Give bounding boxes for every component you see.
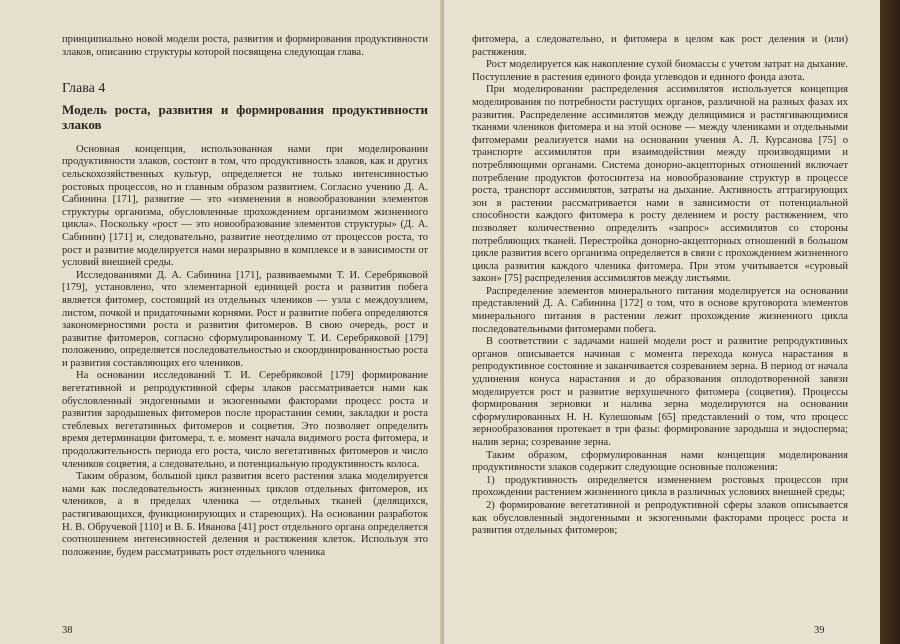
page-number: 39 xyxy=(814,625,825,636)
chapter-number: Глава 4 xyxy=(62,81,106,97)
paragraph: Основная концепция, использованная нами при моделировании продуктивности злаков, состоит в том, что продуктивность злаков, как и других сельскохозяйственных культур, определяется не только интенсивностью ростовых процессов, но и главным образом развитием. Согласно учению Д. А. Сабинина [171], развитие — это «изменения в новообразовании элементов структуры организма, обусловленные прохождением организмом жизненного цикла». Поскольку «рост — это новообразование элементов структуры» (Д. А. Сабинин) [171] и, следовательно, развитие неотделимо от процессов роста, то рост и развитие моделируется нами неразрывно в комплексе и в зависимости от условий внешней среды. xyxy=(62,143,428,269)
paragraph: Рост моделируется как накопление сухой биомассы с учетом затрат на дыхание. Поступление в растения единого фонда углеводов и единого фонда азота. xyxy=(472,59,848,83)
left-page xyxy=(0,0,444,644)
paragraph: При моделировании распределения ассимилятов используется концепция моделирования по потребности растущих органов, различной на разных фазах их развития. Распределение ассимилятов между делящимися и растягивающимися тканями члеников фитомера и на этой основе — между члениками и отдельными фитомерами реализуется нами на основании учения А. Л. Курсанова [75] о транспорте ассимилятов при взаимодействии между производящими и потребляющими органами. Система донорно-акцепторных отношений включает потребление продуктов фотосинтеза на новообразование структур в процессе роста, транспорт ассимилятов, затраты на дыхание. Активность аттрагирующих зон в растении рассматривается нами в зависимости от потенциальной способности каждого фитомера к росту делением и росту растяжением, что позволяет количественно определить «запрос» ассимилятов со стороны потребляющих тканей. Перестройка донорно-акцепторных отношений в большом цикле развития всего организма определяется в связи с прохождением жизненного цикла развития каждого членика фитомера. При этом учитывается «суровый закон» [75] распределения ассимилятов между листьями. xyxy=(472,84,848,285)
right-page xyxy=(444,0,880,644)
paragraph: На основании исследований Т. И. Серебряковой [179] формирование вегетативной и репродуктивной сферы злаков рассматривается нами как обусловленный эндогенными и экзогенными факторами процесс роста и развития зародышевых фитомеров после прорастания семян, закладки и роста стеблевых вегетативных фитомеров и соцветия. Это позволяет определить время детерминации фитомера, т. е. момент начала видимого роста фитомера, и продолжительность периода его роста, число вегетативных фитомеров и число члеников соцветия, а следовательно, и потенциальную продуктивность колоса. xyxy=(62,370,428,470)
paragraph: Распределение элементов минерального питания моделируется на основании представлений Д. А. Сабинина [172] о том, что в основе круговорота элементов минерального питания в растении лежит прохождение жизненного цикла последовательными фитомерами побега. xyxy=(472,285,848,335)
chapter-title: Модель роста, развития и формирования продуктивности злаков xyxy=(62,101,428,132)
left-page-text xyxy=(62,34,428,559)
paragraph: В соответствии с задачами нашей модели рост и развитие репродуктивных органов описывается начиная с момента перехода конуса нарастания в репродуктивное состояние и заканчивается созреванием зерна. В период от начала удлинения конуса нарастания и до образования оплодотворенной завязи моделируется рост и развитие верхушечного фитомера (соцветия). Процессы формирования зерновки и налива зерна моделируются на основании сформулированных Н. Н. Кулешовым [65] представлений о том, что процесс зернообразования протекает в три фазы: формирование зародыша и эндосперма; налив зерна; созревание зерна. xyxy=(472,336,848,448)
paragraph: Таким образом, сформулированная нами концепция моделирования продуктивности злаков содержит следующие основные положения: xyxy=(472,449,848,474)
list-item: 2) формирование вегетативной и репродуктивной сферы злаков описывается как обусловленный эндогенными и экзогенными факторами процесс роста и развития отдельных фитомеров; xyxy=(472,499,848,537)
list-item: 1) продуктивность определяется изменением ростовых процессов при прохождении растением жизненного цикла в различных условиях внешней среды; xyxy=(472,474,848,499)
book-cover-edge xyxy=(880,0,900,644)
paragraph: фитомера, а следовательно, и фитомера в целом как рост деления и (или) растяжения. xyxy=(472,34,848,58)
right-page-text xyxy=(472,34,848,538)
intro-paragraph: принципиально новой модели роста, развития и формирования продуктивности злаков, описанию структуры которой посвящена следующая глава. xyxy=(62,34,428,58)
paragraph: Исследованиями Д. А. Сабинина [171], развиваемыми Т. И. Серебряковой [179], установлено, что элементарной единицей роста и развития побега является фитомер, состоящий из отдельных члеников — узла с междоузлием, листом, почкой и придаточными корнями. Рост и развитие побега определяются закономерностями роста и развития фитомеров. В свою очередь, рост и развитие фитомеров, согласно сформулированному Т. И. Серебряковой [179] положению, определяется последовательностью и скоординированностью роста и развития составляющих его члеников. xyxy=(62,269,428,369)
paragraph: Таким образом, большой цикл развития всего растения злака моделируется нами как последовательность жизненных циклов отдельных фитомеров, их члеников, а в пределах членика — отдельных тканей (делящихся, растягивающихся, функционирующих и стареющих). На основании разработок Н. В. Обручевой [110] и В. Б. Иванова [41] рост отдельного органа определяется соотношением интенсивностей деления и растяжения клеток. Используя это положение, будем рассматривать рост отдельного членика xyxy=(62,471,428,558)
page-number: 38 xyxy=(62,625,73,636)
